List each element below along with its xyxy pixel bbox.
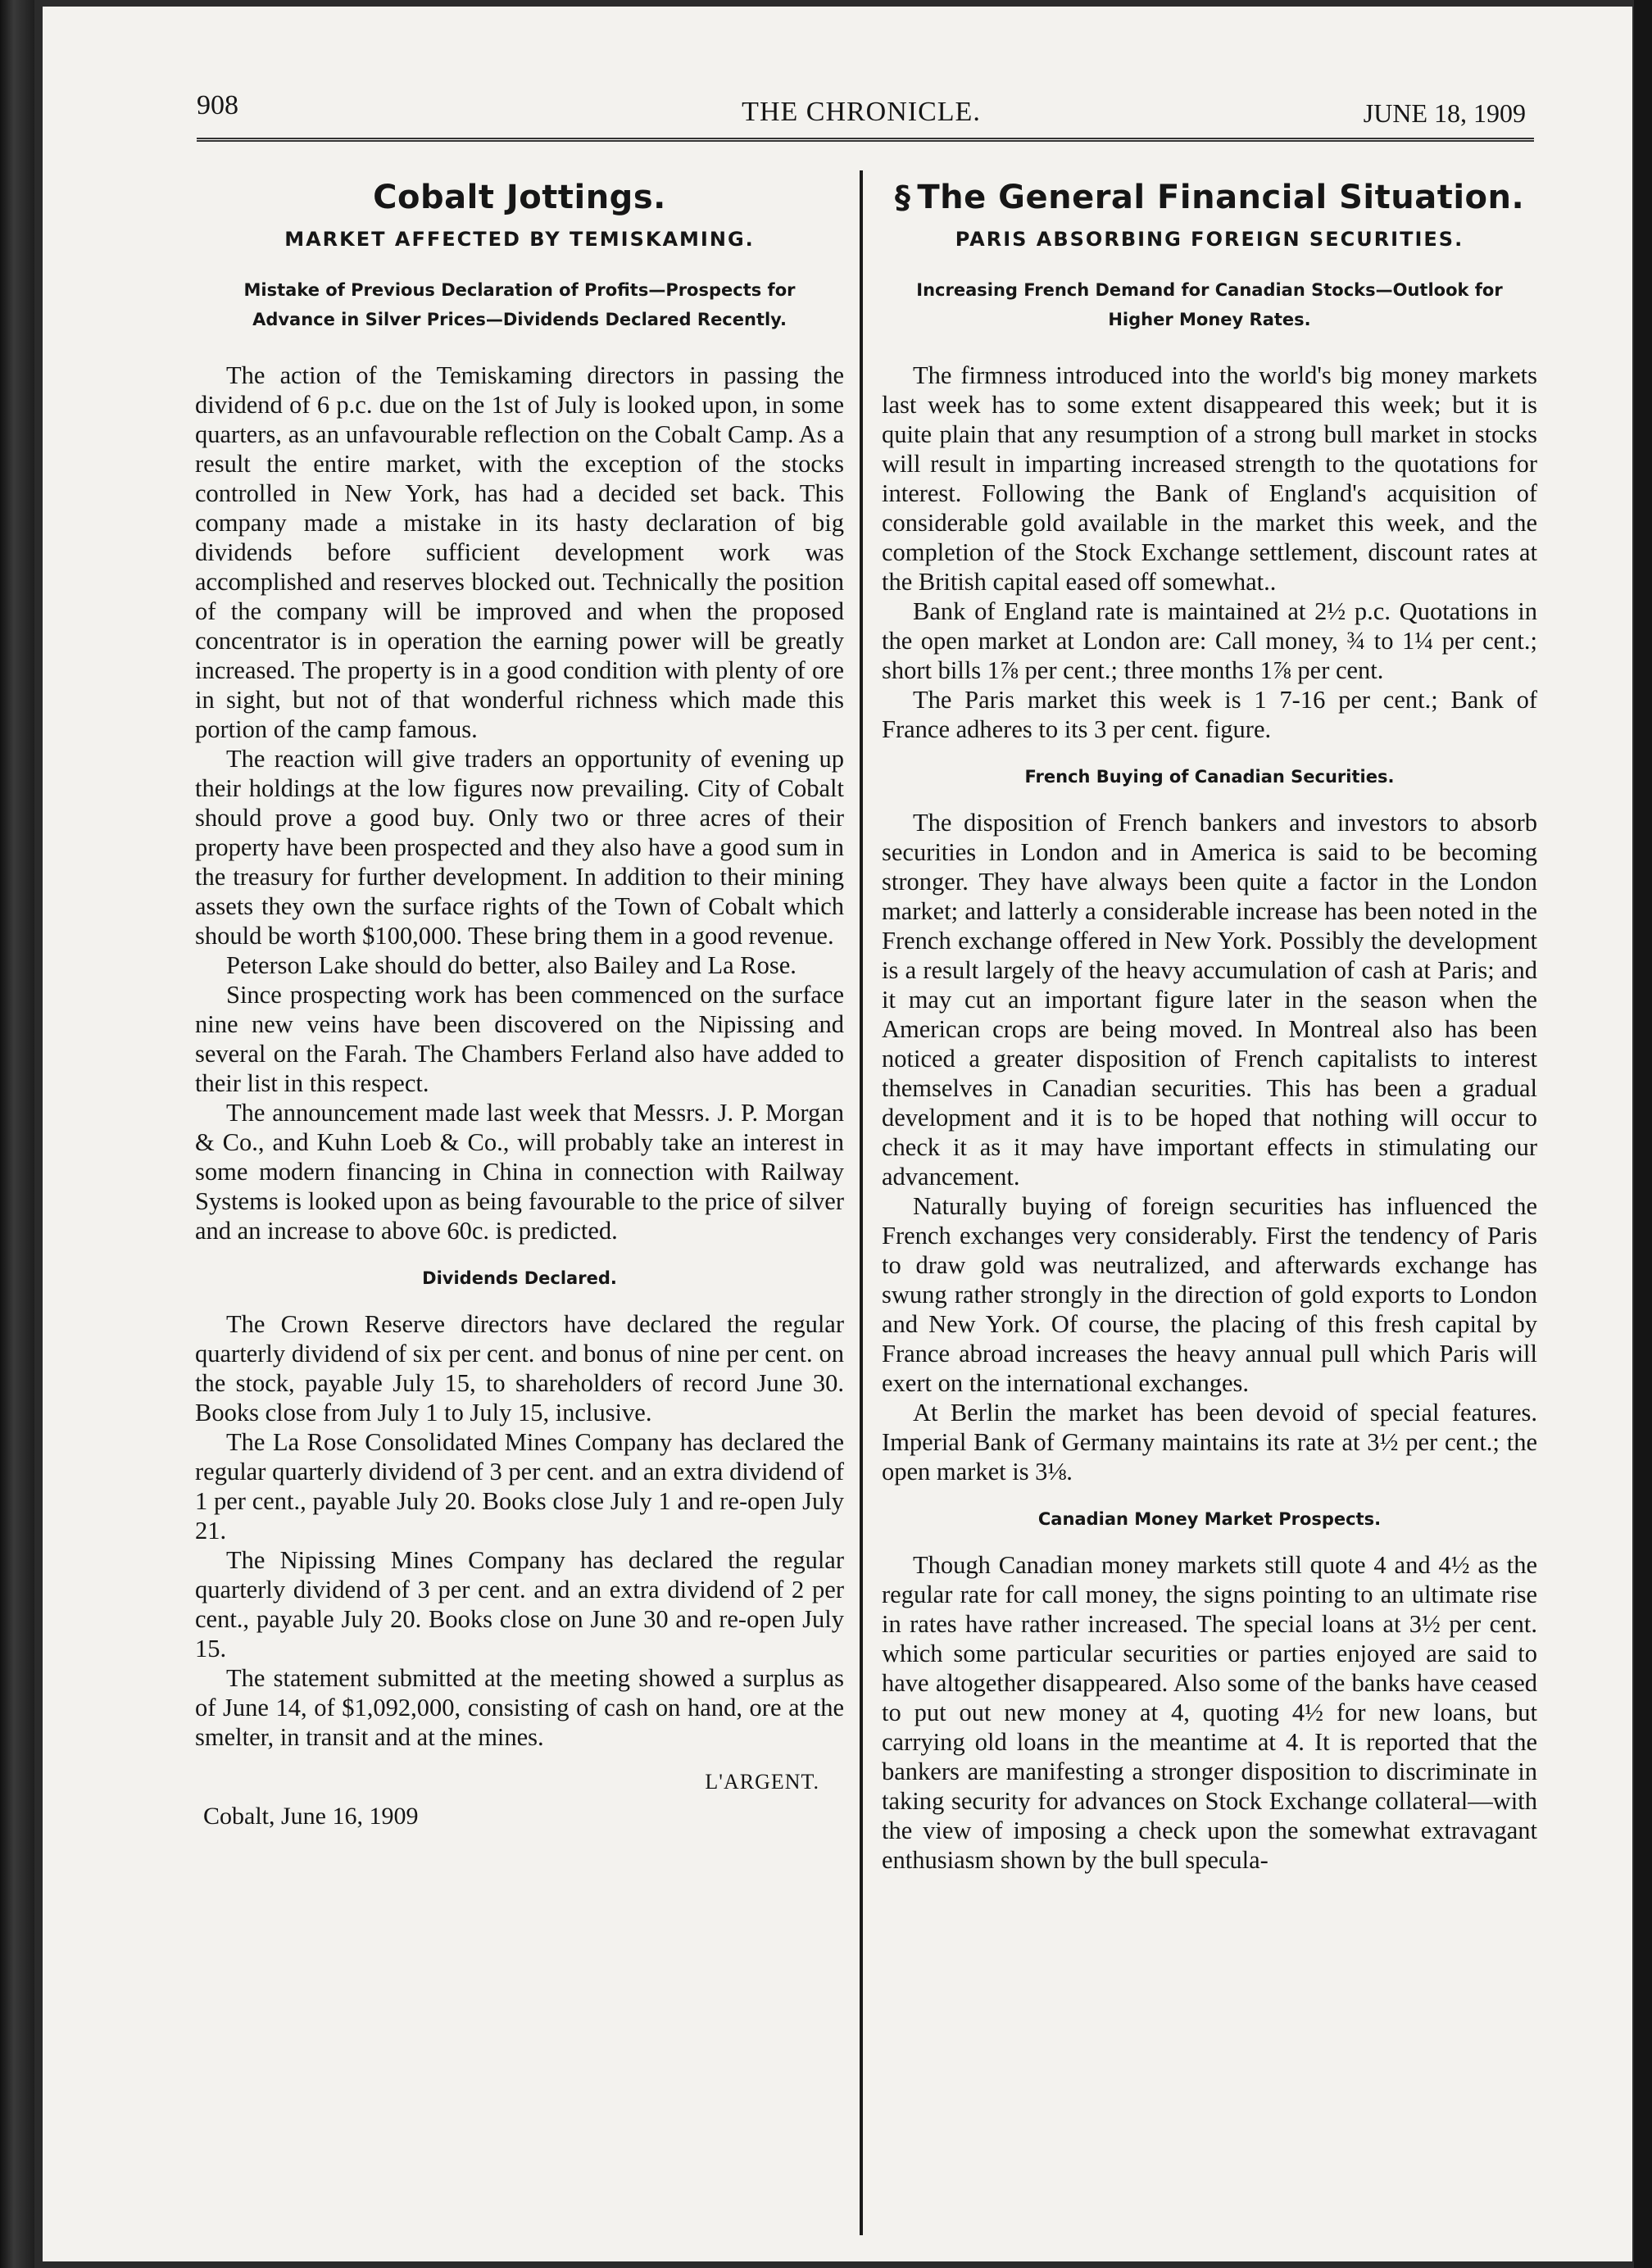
article-paragraph: Bank of England rate is maintained at 2½ p.c. Quotations in the open market at London are: Call money, ¾ to 1¼ per cent.; short bills 1⅞ per cent.; three months 1⅞ per cent. bbox=[882, 597, 1537, 684]
dividend-paragraph: The statement submitted at the meeting showed a surplus as of June 14, of $1,092,000, consisting of cash on hand, ore at the smelter, in transit and at the mines. bbox=[195, 1664, 844, 1751]
canadian-money-heading: Canadian Money Market Prospects. bbox=[1037, 1509, 1382, 1529]
article-paragraph: The reaction will give traders an opportunity of evening up their holdings at the low figures now prevailing. City of Cobalt should prove a good buy. Only two or three acres of their property have been prospected and they also have a good sum in the treasury for further development. In addition to their mining assets they own the surface rights of the Town of Cobalt which should be worth $100,000. These bring them in a good revenue. bbox=[195, 745, 844, 950]
dividend-paragraph: The La Rose Consolidated Mines Company has declared the regular quarterly dividend of 3 per cent. and an extra dividend of 1 per cent., payable July 20. Books close July 1 and re-open July 21. bbox=[195, 1428, 844, 1545]
section-mark: § bbox=[894, 179, 911, 215]
scan-edge-right bbox=[1634, 0, 1652, 2268]
article-paragraph: The firmness introduced into the world's big money markets last week has to some extent disappeared this week; but it is quite plain that any resumption of a strong bull market in stocks will result in imparting increased strength to the quotations for interest. Following the Bank of England's acquisition of considerable gold available in the market this week, and the completion of the Stock Exchange settlement, discount rates at the British capital eased off somewhat.. bbox=[882, 361, 1537, 596]
financial-article-subtitle: PARIS ABSORBING FOREIGN SECURITIES. bbox=[955, 228, 1464, 251]
newspaper-page bbox=[43, 7, 1632, 2261]
dateline: Cobalt, June 16, 1909 bbox=[203, 1803, 419, 1830]
running-head bbox=[197, 90, 1526, 139]
article-paragraph: The action of the Temiskaming directors in passing the dividend of 6 p.c. due on the 1st of July is looked upon, in some quarters, as an unfavourable reflection on the Cobalt Camp. As a result the entire market, with the exception of the stocks controlled in New York, has had a decided set back. This company made a mistake in its hasty declaration of big dividends before sufficient development work was accomplished and reserves blocked out. Technically the position of the company will be improved and when the proposed concentrator is in operation the earning power will be greatly increased. The property is in a good condition with plenty of ore in sight, but not of that wonderful richness which made this portion of the camp famous. bbox=[195, 361, 844, 743]
column-rule bbox=[860, 170, 863, 2235]
financial-article-deck: Increasing French Demand for Canadian Stocks—Outlook for Higher Money Rates. bbox=[916, 280, 1503, 329]
financial-article-title-text: The General Financial Situation. bbox=[917, 179, 1525, 216]
article-paragraph: The Paris market this week is 1 7-16 per cent.; Bank of France adheres to its 3 per cent. figure. bbox=[882, 686, 1537, 743]
financial-article-title bbox=[882, 179, 1537, 216]
article-paragraph: Though Canadian money markets still quote 4 and 4½ as the regular rate for call money, the signs pointing to an ultimate rise in rates have rather increased. The special loans at 3½ per cent. which some particular securities or parties enjoyed are said to have altogether disappeared. Also some of the banks have ceased to put out new money at 4, quoting 4½ for new loans, but carrying old loans in the meantime at 4. It is reported that the bankers are manifesting a stronger disposition to discriminate in taking security for advances on Stock Exchange collateral—with the view of imposing a check upon the somewhat extravagant enthusiasm shown by the bull specula- bbox=[882, 1551, 1537, 1874]
journal-title: THE CHRONICLE. bbox=[742, 97, 981, 127]
scan-edge-left bbox=[0, 0, 34, 2268]
issue-date: JUNE 18, 1909 bbox=[1363, 98, 1526, 128]
dividends-heading: Dividends Declared. bbox=[422, 1268, 617, 1288]
author-signature: L'ARGENT. bbox=[705, 1770, 819, 1794]
cobalt-article-deck: Mistake of Previous Declaration of Profits—Prospects for Advance in Silver Prices—Dividends Declared Recently. bbox=[243, 280, 796, 329]
cobalt-article-subtitle: MARKET AFFECTED BY TEMISKAMING. bbox=[284, 228, 755, 251]
article-paragraph: The announcement made last week that Messrs. J. P. Morgan & Co., and Kuhn Loeb & Co., will probably take an interest in some modern financing in China in connection with Railway Systems is looked upon as being favourable to the price of silver and an increase to above 60c. is predicted. bbox=[195, 1099, 844, 1245]
left-column bbox=[195, 170, 844, 1830]
article-paragraph: Naturally buying of foreign securities has influenced the French exchanges very considerably. First the tendency of Paris to draw gold was neutralized, and afterwards exchange has swung rather strongly in the direction of gold exports to London and New York. Of course, the placing of this fresh capital by France abroad increases the heavy annual pull which Paris will exert on the international exchanges. bbox=[882, 1192, 1537, 1397]
page-number: 908 bbox=[197, 90, 238, 120]
cobalt-article-title: Cobalt Jottings. bbox=[373, 179, 666, 216]
article-paragraph: At Berlin the market has been devoid of special features. Imperial Bank of Germany maintains its rate at 3½ per cent.; the open market is 3⅛. bbox=[882, 1399, 1537, 1486]
right-column bbox=[882, 170, 1537, 1875]
header-rule bbox=[197, 138, 1534, 142]
french-buying-heading: French Buying of Canadian Securities. bbox=[1024, 767, 1395, 787]
article-paragraph: Since prospecting work has been commenced on the surface nine new veins have been discovered on the Nipissing and several on the Farah. The Chambers Ferland also have added to their list in this respect. bbox=[195, 981, 844, 1097]
article-paragraph: Peterson Lake should do better, also Bailey and La Rose. bbox=[226, 951, 796, 979]
article-paragraph: The disposition of French bankers and investors to absorb securities in London and in America is said to be becoming stronger. They have always been quite a factor in the London market; and latterly a considerable increase has been noted in the French exchange offered in New York. Possibly the development is a result largely of the heavy accumulation of cash at Paris; and it may cut an important figure later in the season when the American crops are being moved. In Montreal also has been noticed a greater disposition of French capitalists to interest themselves in Canadian securities. This has been a gradual development and it is to be hoped that nothing will occur to check it as it may have important effects in stimulating our advancement. bbox=[882, 809, 1537, 1191]
dividend-paragraph: The Nipissing Mines Company has declared the regular quarterly dividend of 3 per cent. and an extra dividend of 2 per cent., payable July 20. Books close on June 30 and re-open July 15. bbox=[195, 1546, 844, 1662]
dividend-paragraph: The Crown Reserve directors have declared the regular quarterly dividend of six per cent. and bonus of nine per cent. on the stock, payable July 15, to shareholders of record June 30. Books close from July 1 to July 15, inclusive. bbox=[195, 1310, 844, 1427]
